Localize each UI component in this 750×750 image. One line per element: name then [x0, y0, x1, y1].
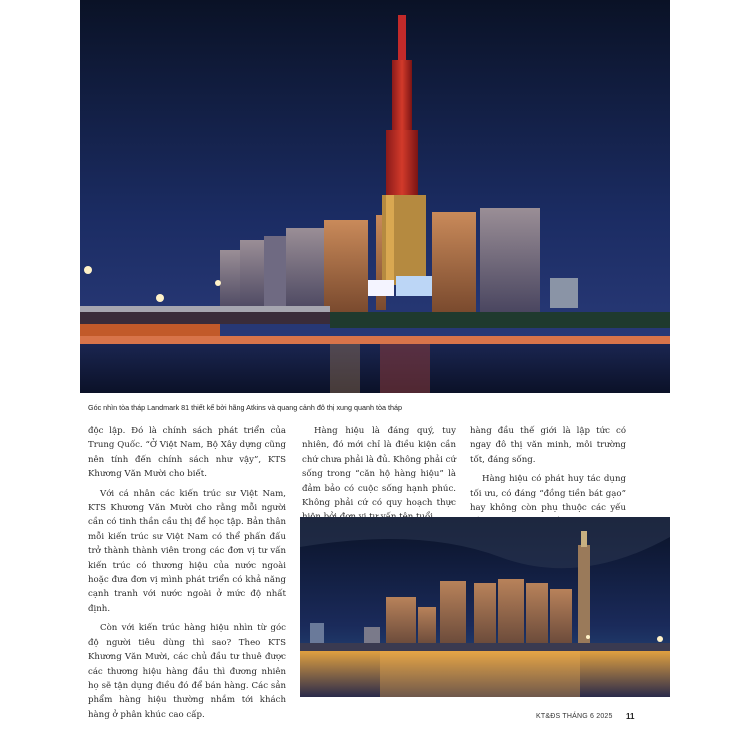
col1-paragraph-3: Còn với kiến trúc hàng hiệu nhìn từ góc độ người tiêu dùng thì sao? Theo KTS Khương Văn Mười, các chủ đầu tư thuê được các thương hiệu hàng đầu thì đương nhiên họ sẽ tận dụng điều đó để bán hàng. Các sản phẩm hàng hiệu thường nhắm tới khách hàng ở phân khúc cao cấp. — [88, 623, 286, 720]
text-column-1 — [88, 424, 286, 727]
col1-paragraph-2: Với cá nhân các kiến trúc sư Việt Nam, KTS Khương Văn Mười cho rằng mỗi người cần có tinh thần cầu thị để học tập. Bản thân mỗi kiến trúc sư Việt Nam có thể phấn đấu trở thành thành viên trong các đơn vị tư vấn kiến trúc có thương hiệu của nước ngoài hoặc đưa đơn vị mình phát triển có khả năng cạnh tranh với nước ngoài ở mức độ nhất định. — [88, 488, 286, 614]
page-number: 11 — [626, 712, 635, 721]
skyline-night-photo — [300, 517, 670, 697]
text-column-2 — [302, 424, 456, 530]
landmark81-night-photo — [80, 0, 670, 393]
magazine-issue: KT&ĐS THÁNG 6 2025 — [536, 713, 613, 720]
photo-caption: Góc nhìn tòa tháp Landmark 81 thiết kế bởi hãng Atkins và quang cảnh đô thị xung quanh tòa tháp — [88, 403, 402, 412]
col3-paragraph-1: hàng đầu thế giới là lập tức có ngay đô thị văn minh, môi trường tốt, đáng sống. — [470, 426, 626, 465]
skyline-illustration — [300, 517, 670, 697]
col3-paragraph-2-text: Hàng hiệu có phát huy tác dụng tối ưu, có đáng “đồng tiền bát gạo” hay không còn phụ thuộc các yếu — [470, 474, 626, 514]
col1-paragraph-1: độc lập. Đó là chính sách phát triển của Trung Quốc. “Ở Việt Nam, Bộ Xây dựng cũng nên tính đến chính sách như vậy”, KTS Khương Văn Mười cho biết. — [88, 426, 286, 480]
col2-paragraph-1: Hàng hiệu là đáng quý, tuy nhiên, đó mới chỉ là điều kiện cần chứ chưa phải là đủ. Không phải cứ sống trong “căn hộ hàng hiệu” là đảm bảo có cuộc sống hạnh phúc. Không phải cứ có quy hoạch thực — [302, 426, 456, 509]
landmark81-illustration — [80, 0, 670, 393]
